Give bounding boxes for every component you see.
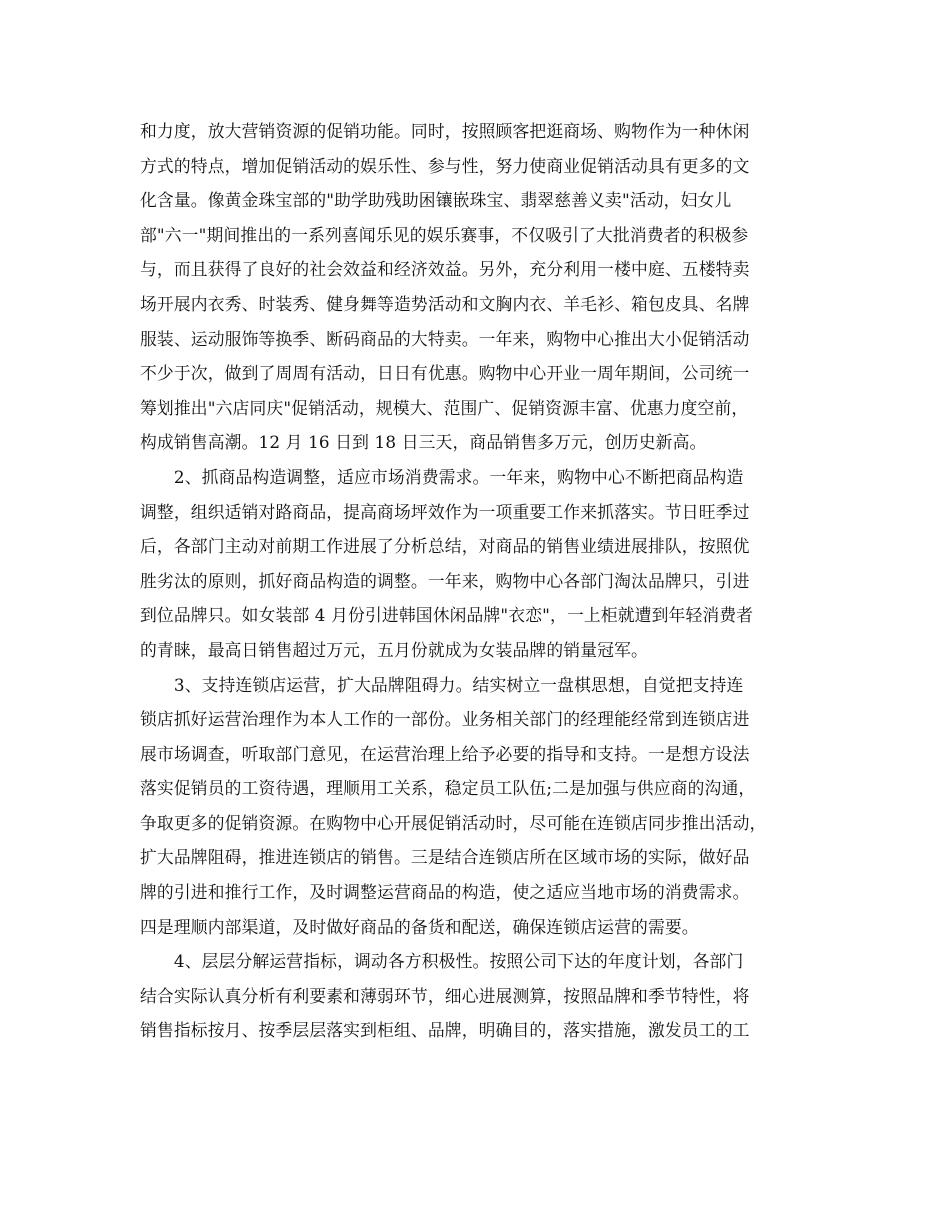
text-line: 展市场调查，听取部门意见，在运营治理上给予必要的指导和支持。一是想方设法 xyxy=(140,743,750,764)
text-line: 销售指标按月、按季层层落实到柜组、品牌，明确目的，落实措施，激发员工的工 xyxy=(140,1020,750,1041)
text-line: 3、支持连锁店运营，扩大品牌阻碍力。结实树立一盘棋思想，自觉把支持连 xyxy=(140,674,744,695)
text-line: 场开展内衣秀、时装秀、健身舞等造势活动和文胸内衣、羊毛衫、箱包皮具、名牌 xyxy=(140,293,750,314)
text-line: 胜劣汰的原则，抓好商品构造的调整。一年来，购物中心各部门淘汰品牌只，引进 xyxy=(140,570,750,591)
text-line: 锁店抓好运营治理作为本人工作的一部份。业务相关部门的经理能经常到连锁店进 xyxy=(140,709,750,730)
text-line: 部"六一"期间推出的一系列喜闻乐见的娱乐赛事，不仅吸引了大批消费者的积极参 xyxy=(140,224,749,245)
text-line: 牌的引进和推行工作，及时调整运营商品的构造，使之适应当地市场的消费需求。 xyxy=(140,882,750,903)
text-line: 2、抓商品构造调整，适应市场消费需求。一年来，购物中心不断把商品构造 xyxy=(140,466,744,487)
text-line: 和力度，放大营销资源的促销功能。同时，按照顾客把逛商场、购物作为一种休闲 xyxy=(140,121,750,141)
text-line: 构成销售高潮。12 月 16 日到 18 日三天，商品销售多万元，创历史新高。 xyxy=(140,432,707,453)
text-line: 化含量。像黄金珠宝部的"助学助残助困镶嵌珠宝、翡翠慈善义卖"活动，妇女儿 xyxy=(140,190,732,211)
text-line: 与，而且获得了良好的社会效益和经济效益。另外，充分利用一楼中庭、五楼特卖 xyxy=(140,259,750,280)
text-line: 四是理顺内部渠道，及时做好商品的备货和配送，确保连锁店运营的需要。 xyxy=(140,916,699,937)
text-line: 调整，组织适销对路商品，提高商场坪效作为一项重要工作来抓落实。节日旺季过 xyxy=(140,501,750,522)
text-line: 方式的特点，增加促销活动的娱乐性、参与性，努力使商业促销活动具有更多的文 xyxy=(140,155,750,176)
text-line: 落实促销员的工资待遇，理顺用工关系，稳定员工队伍;二是加强与供应商的沟通， xyxy=(140,778,756,799)
text-line: 的青睐，最高日销售超过万元，五月份就成为女装品牌的销量冠军。 xyxy=(140,639,648,660)
text-line: 结合实际认真分析有利要素和薄弱环节，细心进展测算，按照品牌和季节特性，将 xyxy=(140,985,750,1006)
text-line: 争取更多的促销资源。在购物中心开展促销活动时，尽可能在连锁店同步推出活动， xyxy=(140,812,767,833)
document-body xyxy=(140,114,810,1048)
text-line: 不少于次，做到了周周有活动，日日有优惠。购物中心开业一周年期间，公司统一 xyxy=(140,363,750,384)
text-line: 服装、运动服饰等换季、断码商品的大特卖。一年来，购物中心推出大小促销活动 xyxy=(140,328,750,349)
text-line: 到位品牌只。如女装部 4 月份引进韩国休闲品牌"衣恋"，一上柜就遭到年轻消费者 xyxy=(140,605,754,626)
text-line: 扩大品牌阻碍，推进连锁店的销售。三是结合连锁店所在区域市场的实际，做好品 xyxy=(140,847,750,868)
text-line: 4、层层分解运营指标，调动各方积极性。按照公司下达的年度计划，各部门 xyxy=(140,951,744,972)
text-line: 后，各部门主动对前期工作进展了分析总结，对商品的销售业绩进展排队，按照优 xyxy=(140,536,750,557)
text-line: 筹划推出"六店同庆"促销活动，规模大、范围广、促销资源丰富、优惠力度空前， xyxy=(140,397,749,418)
